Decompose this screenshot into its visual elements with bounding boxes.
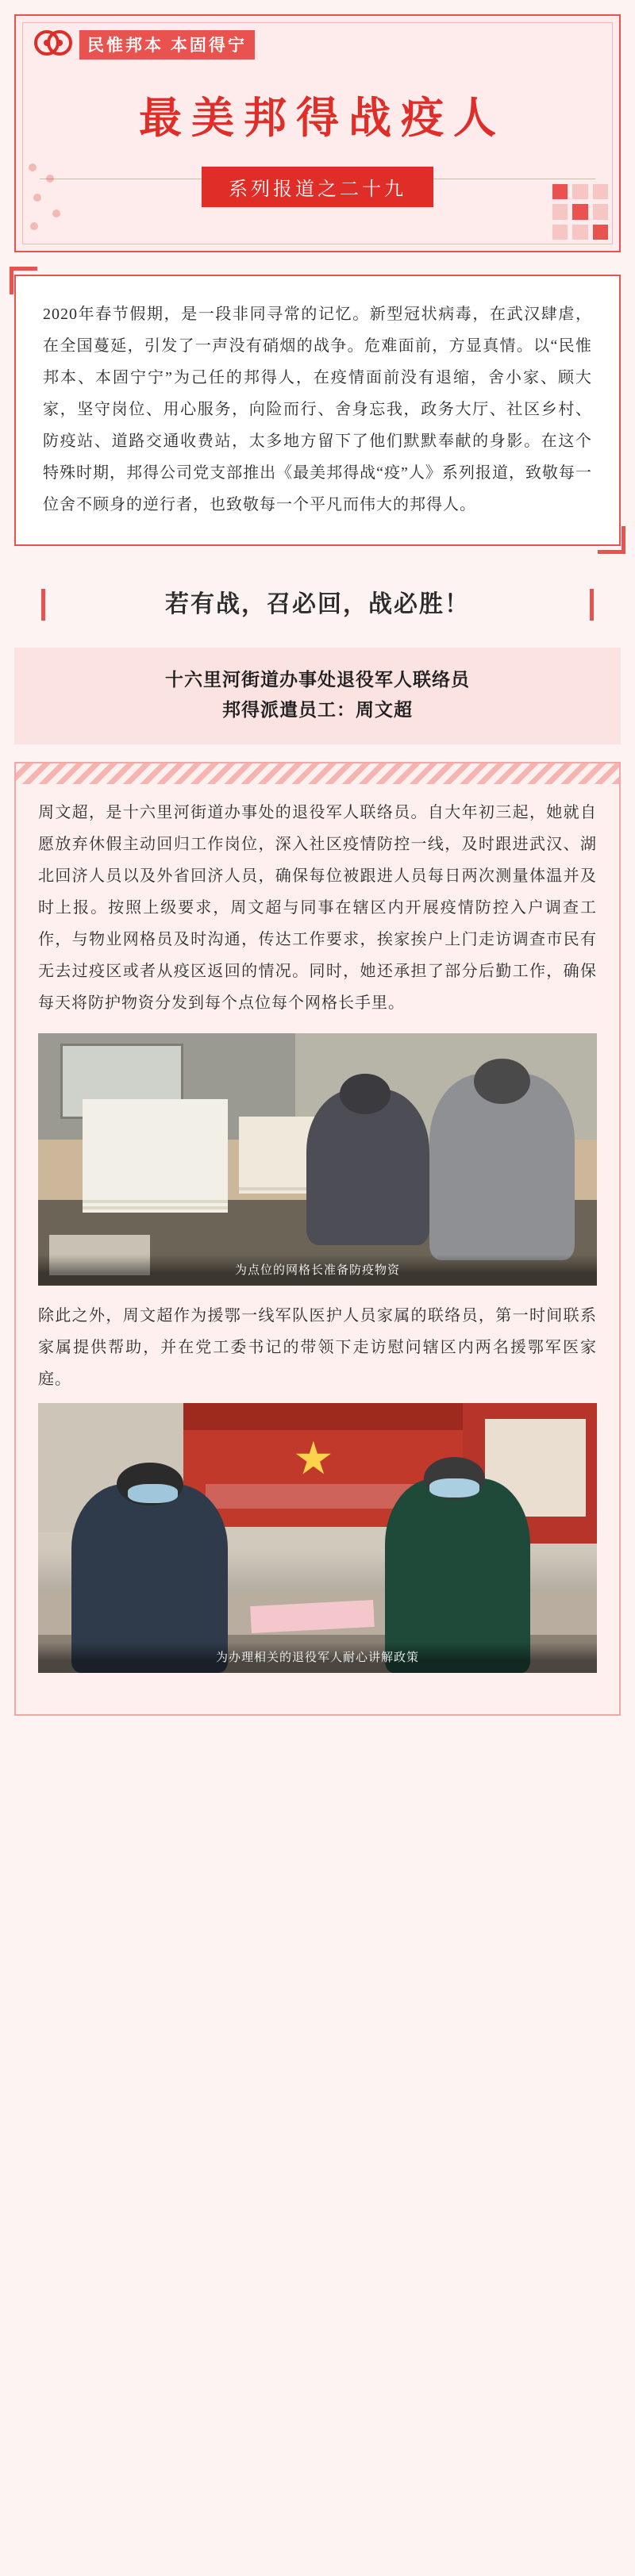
- photo2-person-right-mask: [429, 1478, 479, 1498]
- photo2-person-left-mask: [128, 1484, 178, 1503]
- brand-logo-text: 民惟邦本 本固得宁: [79, 30, 255, 60]
- article-photo-1: [38, 1033, 597, 1286]
- intro-corner-top-left: [10, 267, 37, 294]
- page-bottom-spacer: [0, 1716, 635, 1728]
- article-card: [14, 762, 621, 1716]
- banner-title: 最美邦得战疫人: [139, 94, 506, 142]
- logo-emblem-icon: [33, 27, 73, 62]
- subject-heading-line-1: 十六里河街道办事处退役军人联络员: [165, 670, 470, 690]
- subject-heading-line-2: 邦得派遣员工：周文超: [222, 700, 413, 720]
- brand-logo: [33, 27, 255, 62]
- subject-heading-band: [14, 648, 621, 744]
- photo1-document-stack: [83, 1099, 228, 1200]
- banner-decoration-dots-left: [29, 163, 76, 235]
- slogan-bar-right: [590, 589, 594, 621]
- article-photo-2: [38, 1403, 597, 1673]
- banner-subtitle-badge: 系列报道之二十九: [202, 167, 433, 207]
- photo-1-caption: 为点位的网格长准备防疫物资: [38, 1255, 597, 1286]
- article-content: [38, 797, 597, 1673]
- intro-section: [14, 270, 621, 551]
- photo2-red-banner-top: [183, 1403, 463, 1430]
- photo-2-caption: 为办理相关的退役军人耐心讲解政策: [38, 1642, 597, 1673]
- slogan-section: [0, 582, 635, 627]
- photo1-person-left-head: [340, 1074, 390, 1114]
- intro-corner-bottom-right: [598, 526, 625, 554]
- article-paragraph-1: 周文超，是十六里河街道办事处的退役军人联络员。自大年初三起，她就自愿放弃休假主动回归工作岗位，深入社区疫情防控一线，及时跟进武汉、湖北回济人员以及外省回济人员，确保每位被跟进人员每日两次测量体温并及时上报。按照上级要求，周文超与同事在辖区内开展疫情防控入户调查工作，与物业网格员及时沟通，传达工作要求，挨家挨户上门走访调查市民有无去过疫区或者从疫区返回的情况。同时，她还承担了部分后勤工作，确保每天将防护物资分发到每个点位每个网格长手里。: [38, 804, 597, 1012]
- intro-paragraph: 2020年春节假期，是一段非同寻常的记忆。新型冠状病毒，在武汉肆虐，在全国蔓延，引发了一声没有硝烟的战争。危难面前，方显真情。以“民惟邦本、本固宁宁”为己任的邦得人，在疫情面前没有退缩，舍小家、顾大家，坚守岗位、用心服务，向险而行、舍身忘我，政务大厅、社区乡村、防疫站、道路交通收费站，太多地方留下了他们默默奉献的身影。在这个特殊时期，邦得公司党支部推出《最美邦得战“疫”人》系列报道，致敬每一位舍不顾身的逆行者，也致敬每一个平凡而伟大的邦得人。: [43, 306, 592, 513]
- photo1-person-right-head: [474, 1059, 529, 1104]
- photo-block-2: [38, 1403, 597, 1673]
- article-paragraph-2: 除此之外，周文超作为援鄂一线军队医护人员家属的联络员，第一时间联系家属提供帮助，并在党工委书记的带领下走访慰问辖区内两名援鄂军医家庭。: [38, 1307, 597, 1388]
- intro-card: [14, 275, 621, 546]
- banner-decoration-grid-right: [552, 184, 608, 240]
- slogan-bar-left: [41, 589, 45, 621]
- photo-block-1: [38, 1033, 597, 1286]
- header-banner: [14, 14, 621, 252]
- slogan-text: 若有战，召必回，战必胜！: [165, 591, 470, 617]
